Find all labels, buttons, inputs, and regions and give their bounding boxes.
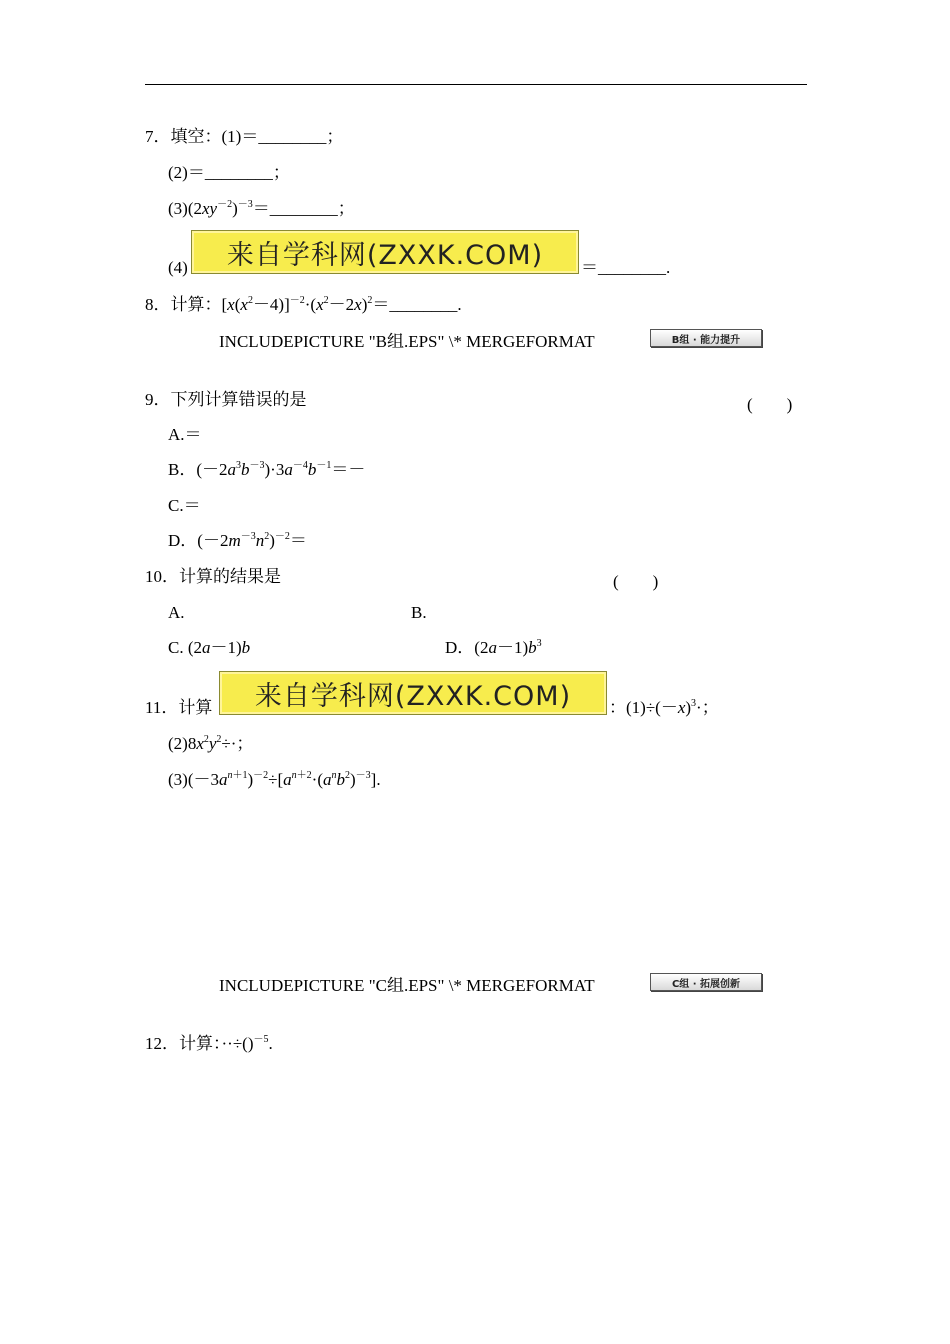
q9-answer-paren: ( ) (747, 395, 793, 414)
q8-text: 8．计算：$[x(x^2-4)]^{-2}\cdot(x^2-2x)^2=\_\_\_\_\_\_\_\_$. (145, 295, 462, 314)
q12-text: 12．计算：··÷()$^{-5}$. (145, 1034, 273, 1053)
q7-part3: $(3)(2xy^{-2})^{-3}=\_\_\_\_\_\_\_\_$； (168, 199, 355, 218)
q10-answer-paren: ( ) (613, 572, 659, 591)
q9-option-d: D．$(-2m^{-3}n^2)^{-2}=$ (168, 531, 307, 550)
q7-intro: 7．填空：(1)＝________； (145, 127, 344, 146)
watermark-banner-1: 来自学科网(ZXXK.COM) (191, 230, 579, 274)
badge-b-group: B组 · 能力提升 (650, 329, 762, 347)
q11-part2: $(2)8x^2y^2\div\cdot$； (168, 734, 254, 753)
q11-label: 11．计算 (145, 698, 213, 717)
header-rule (145, 84, 807, 85)
q10-option-d: D．$(2a-1)b^3$ (445, 638, 542, 657)
q9-option-c: C.＝ (168, 496, 201, 515)
watermark-banner-2: 来自学科网(ZXXK.COM) (219, 671, 607, 715)
q9-option-b: B．$(-2a^3b^{-3})\cdot 3a^{-4}b^{-1}=-$ (168, 460, 366, 479)
q10-option-a: A. (168, 603, 185, 622)
q7-part4-label: (4) (168, 258, 188, 277)
q10-stem: 10．计算的结果是 (145, 567, 281, 586)
q10-option-b: B. (411, 603, 427, 622)
q9-option-a: A.＝ (168, 425, 202, 444)
q9-stem: 9．下列计算错误的是 (145, 390, 307, 409)
include-picture-b: INCLUDEPICTURE "B组.EPS" \* MERGEFORMAT (219, 332, 595, 351)
q7-part4-tail: ＝________. (581, 258, 671, 277)
q10-option-c: C. (2a－1)b (168, 638, 251, 657)
include-picture-c: INCLUDEPICTURE "C组.EPS" \* MERGEFORMAT (219, 976, 595, 995)
q11-part3: $(3)(-3a^{n+1})^{-2}\div[a^{n+2}\cdot(a^nb^2)^{-3}]$. (168, 770, 381, 789)
q7-part2: (2)＝________； (168, 163, 290, 182)
badge-c-group: C组 · 拓展创新 (650, 973, 762, 991)
q11-part1: ：$(1)\div(-x)^3\cdot$； (609, 698, 719, 717)
